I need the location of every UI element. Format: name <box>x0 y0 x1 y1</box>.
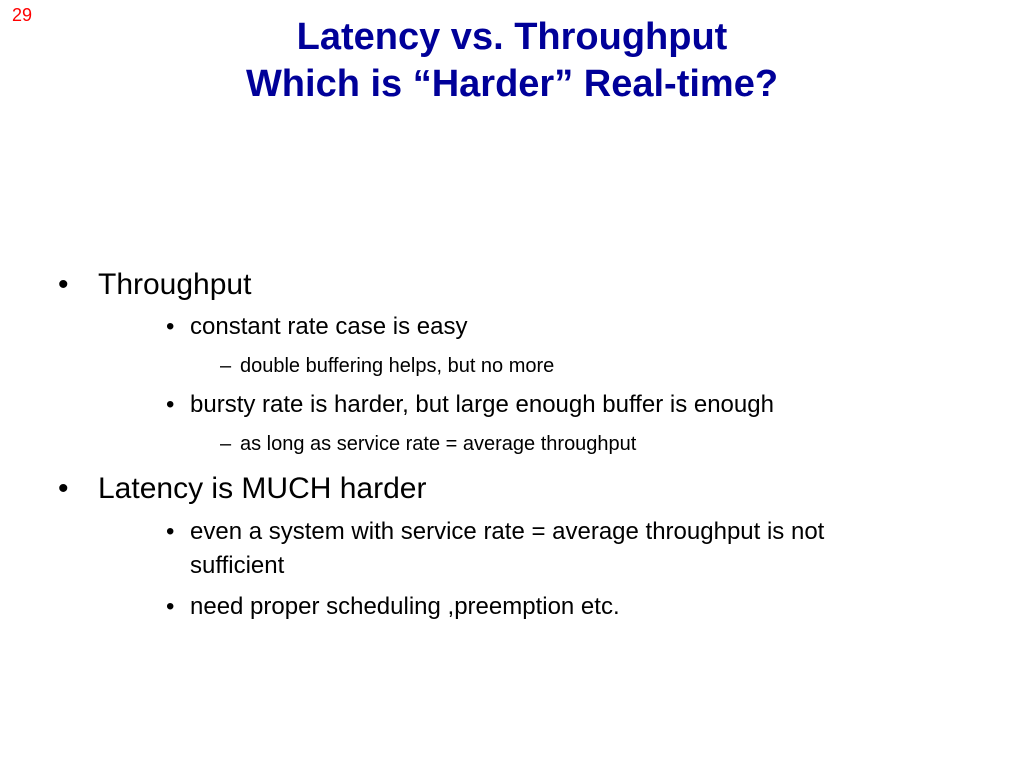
bullet-icon: • <box>166 313 175 340</box>
bullet-icon: • <box>58 472 69 505</box>
bullet-icon: • <box>166 391 175 418</box>
bullet-text: bursty rate is harder, but large enough buffer is enough <box>190 391 774 418</box>
title-line-2: Which is “Harder” Real-time? <box>245 63 779 105</box>
title-line-1: Latency vs. Throughput <box>296 16 728 58</box>
bullet-text: sufficient <box>190 552 285 579</box>
bullet-icon: • <box>58 268 69 301</box>
bullet-text: as long as service rate = average throughput <box>240 433 637 455</box>
slide-title <box>0 14 1024 108</box>
dash-icon: – <box>220 433 232 455</box>
dash-icon: – <box>220 355 232 377</box>
bullet-text: Throughput <box>98 268 252 301</box>
bullet-icon: • <box>166 518 175 545</box>
bullet-text: Latency is MUCH harder <box>98 472 427 505</box>
bullet-text: double buffering helps, but no more <box>240 355 555 377</box>
bullet-text: even a system with service rate = average throughput is not <box>190 518 825 545</box>
bullet-icon: • <box>166 593 175 620</box>
slide-number: 29 <box>12 5 33 25</box>
bullet-text: need proper scheduling ,preemption etc. <box>190 593 620 620</box>
bullet-text: constant rate case is easy <box>190 313 468 340</box>
